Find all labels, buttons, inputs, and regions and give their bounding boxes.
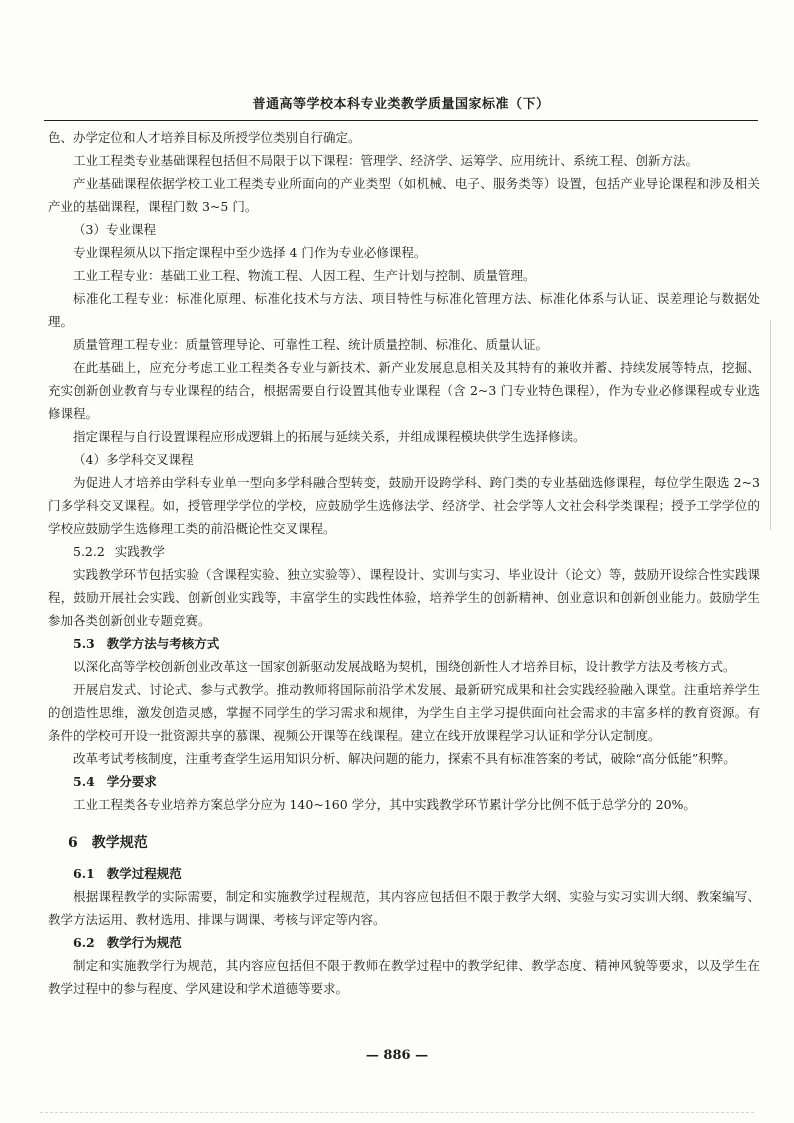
header-rule [44, 120, 758, 121]
section-number: 6 [68, 835, 78, 851]
section-heading-5-3 [48, 632, 760, 655]
section-number: 5.4 [73, 774, 95, 789]
paragraph: 质量管理工程专业：质量管理导论、可靠性工程、统计质量控制、标准化、质量认证。 [73, 337, 549, 352]
scan-bottom-noise [40, 1112, 754, 1115]
paragraph: 改革考试考核制度，注重考查学生运用知识分析、解决问题的能力，探索不具有标准答案的考试，破除“高分低能”积弊。 [73, 751, 736, 766]
paragraph: 开展启发式、讨论式、参与式教学。推动教师将国际前沿学术发展、最新研究成果和社会实践经验融入课堂。注重培养学生的创造性思维，激发创造灵感，掌握不同学生的学习需求和规律，为学生自主学习提供面向社会需求的丰富多样的教育资源。有条件的学校可开设一批资源共享的慕课、视频公开课等在线课程。建立在线开放课程学习认证和学分认定制度。 [48, 682, 760, 743]
paragraph: 标准化工程专业：标准化原理、标准化技术与方法、项目特性与标准化管理方法、标准化体系与认证、误差理论与数据处理。 [48, 291, 760, 329]
subheading-major-courses: （3）专业课程 [73, 222, 156, 237]
paragraph: 工业工程类各专业培养方案总学分应为 140~160 学分，其中实践教学环节累计学分比例不低于总学分的 20%。 [73, 797, 696, 812]
page-body [48, 126, 760, 1000]
paragraph: 指定课程与自行设置课程应形成逻辑上的拓展与延续关系，并组成课程模块供学生选择修读。 [73, 429, 586, 444]
paragraph: 工业工程类专业基础课程包括但不局限于以下课程：管理学、经济学、运筹学、应用统计、系统工程、创新方法。 [73, 153, 699, 168]
section-title: 教学方法与考核方式 [106, 636, 220, 651]
running-header: 普通高等学校本科专业类教学质量国家标准（下） [252, 97, 550, 112]
section-title: 实践教学 [114, 544, 165, 559]
paragraph: 实践教学环节包括实验（含课程实验、独立实验等）、课程设计、实训与实习、毕业设计（论文）等，鼓励开设综合性实践课程，鼓励开展社会实践、创新创业实践等，丰富学生的实践性体验，培养学生的创新精神、创业意识和创新创业能力。鼓励学生参加各类创新创业专题竞赛。 [48, 567, 760, 628]
paragraph: 根据课程教学的实际需要，制定和实施教学过程规范，其内容应包括但不限于教学大纲、实验与实习实训大纲、教案编写、教学方法运用、教材选用、排课与调课、考核与评定等内容。 [48, 889, 760, 927]
section-number: 5.3 [73, 636, 95, 651]
paragraph: 色、办学定位和人才培养目标及所授学位类别自行确定。 [48, 130, 361, 145]
paragraph: 在此基础上，应充分考虑工业工程类各专业与新技术、新产业发展息息相关及其特有的兼收并蓄、持续发展等特点，挖掘、充实创新创业教育与专业课程的结合，根据需要自行设置其他专业课程（含 2~3 门专业特色课程），作为专业必修课程或专业选修课程。 [48, 360, 760, 421]
section-title: 教学规范 [91, 835, 148, 851]
section-title: 教学行为规范 [106, 935, 182, 950]
section-heading-5-4 [48, 770, 760, 793]
paragraph: 制定和实施教学行为规范，其内容应包括但不限于教师在教学过程中的教学纪律、教学态度、精神风貌等要求，以及学生在教学过程中的参与程度、学风建设和学术道德等要求。 [48, 958, 760, 996]
section-title: 学分要求 [106, 774, 157, 789]
chapter-heading-6 [48, 830, 760, 856]
section-number: 6.2 [73, 935, 95, 950]
section-number: 5.2.2 [73, 544, 105, 559]
subheading-interdisciplinary-courses: （4）多学科交叉课程 [73, 452, 194, 467]
paragraph: 为促进人才培养由学科专业单一型向多学科融合型转变，鼓励开设跨学科、跨门类的专业基础选修课程，每位学生限选 2~3 门多学科交叉课程。如，授管理学学位的学校，应鼓励学生选修法学、经济学、社会学等人文社会科学类课程；授予工学学位的学校应鼓励学生选修理工类的前沿概论性交叉课程。 [48, 475, 760, 536]
section-heading-6-1 [48, 862, 760, 885]
page-number: — 886 — [365, 1048, 429, 1063]
section-heading-6-2 [48, 931, 760, 954]
paragraph: 产业基础课程依据学校工业工程类专业所面向的产业类型（如机械、电子、服务类等）设置，包括产业导论课程和涉及相关产业的基础课程，课程门数 3~5 门。 [48, 176, 760, 214]
paragraph: 专业课程须从以下指定课程中至少选择 4 门作为专业必修课程。 [73, 245, 427, 260]
section-heading-5-2-2 [48, 540, 760, 563]
paragraph: 以深化高等学校创新创业改革这一国家创新驱动发展战略为契机，围绕创新性人才培养目标，设计教学方法及考核方式。 [73, 659, 736, 674]
section-number: 6.1 [73, 866, 95, 881]
paragraph: 工业工程专业：基础工业工程、物流工程、人因工程、生产计划与控制、质量管理。 [73, 268, 536, 283]
section-title: 教学过程规范 [106, 866, 182, 881]
scan-edge-mark [770, 320, 771, 530]
